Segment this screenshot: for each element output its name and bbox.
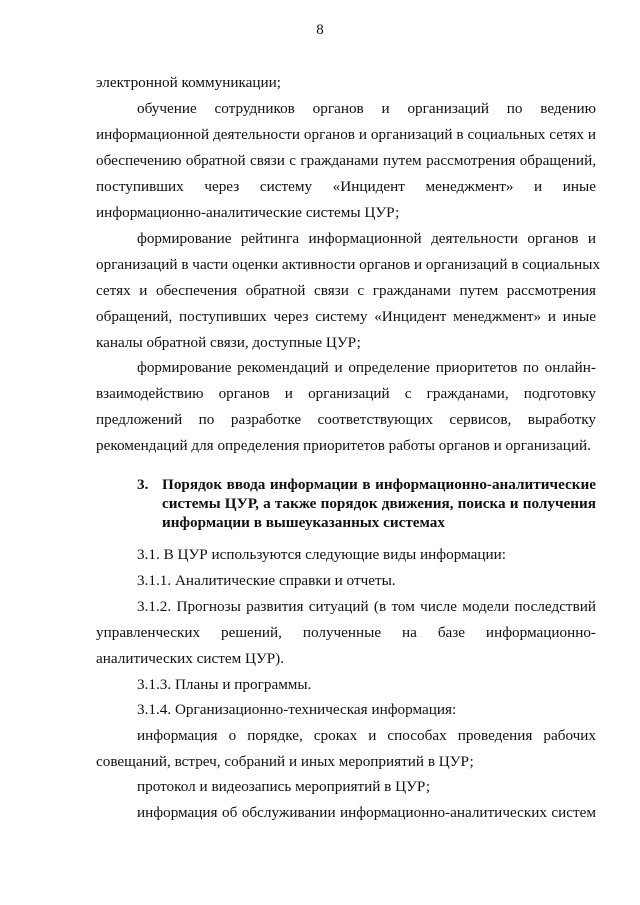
page-number: 8: [316, 22, 324, 38]
item-line: 3.1.4. Организационно-техническая информация:: [137, 701, 457, 718]
paragraph-line: рекомендаций для определения приоритетов работы органов и организаций.: [96, 437, 591, 454]
paragraph-line: электронной коммуникации;: [96, 74, 281, 91]
paragraph-line: предложений по разработке соответствующих сервисов, выработку: [96, 411, 596, 428]
item-line: информация о порядке, сроках и способах проведения рабочих: [137, 727, 596, 744]
item-line: информация об обслуживании информационно-аналитических систем: [137, 804, 596, 821]
item-line: управленческих решений, полученные на базе информационно-: [96, 624, 596, 641]
paragraph-line: сетях и обеспечения обратной связи с гражданами путем рассмотрения: [96, 282, 596, 299]
paragraph-line: формирование рейтинга информационной деятельности органов и: [137, 230, 596, 247]
paragraph-line: обучение сотрудников органов и организаций по ведению: [137, 100, 596, 117]
paragraph-line: информационной деятельности органов и организаций в социальных сетях и: [96, 126, 596, 143]
section-number: 3.: [137, 476, 149, 493]
paragraph-line: обращений, поступивших через систему «Инцидент менеджмент» и иные: [96, 308, 596, 325]
paragraph-line: обеспечению обратной связи с гражданами путем рассмотрения обращений,: [96, 152, 596, 169]
paragraph-line: формирование рекомендаций и определение приоритетов по онлайн-: [137, 359, 596, 376]
item-line: 3.1.2. Прогнозы развития ситуаций (в том числе модели последствий: [137, 598, 596, 615]
item-line: совещаний, встреч, собраний и иных мероприятий в ЦУР;: [96, 753, 474, 770]
item-line: протокол и видеозапись мероприятий в ЦУР;: [137, 778, 431, 795]
section-title-line: Порядок ввода информации в информационно-аналитические: [162, 476, 596, 493]
paragraph-line: организаций в части оценки активности органов и организаций в социальных: [96, 256, 601, 273]
section-title-line: информации в вышеуказанных системах: [162, 514, 445, 531]
paragraph-line: информационно-аналитические системы ЦУР;: [96, 204, 400, 221]
paragraph-line: поступивших через систему «Инцидент менеджмент» и иные: [96, 178, 596, 195]
paragraph-line: взаимодействию органов и организаций с гражданами, подготовку: [96, 385, 596, 402]
item-line: 3.1.1. Аналитические справки и отчеты.: [137, 572, 396, 589]
section-title-line: системы ЦУР, а также порядок движения, поиска и получения: [162, 495, 596, 512]
paragraph-line: каналы обратной связи, доступные ЦУР;: [96, 334, 361, 351]
item-line: аналитических систем ЦУР).: [96, 650, 285, 667]
item-line: 3.1.3. Планы и программы.: [137, 676, 312, 693]
item-line: 3.1. В ЦУР используются следующие виды информации:: [137, 546, 506, 563]
